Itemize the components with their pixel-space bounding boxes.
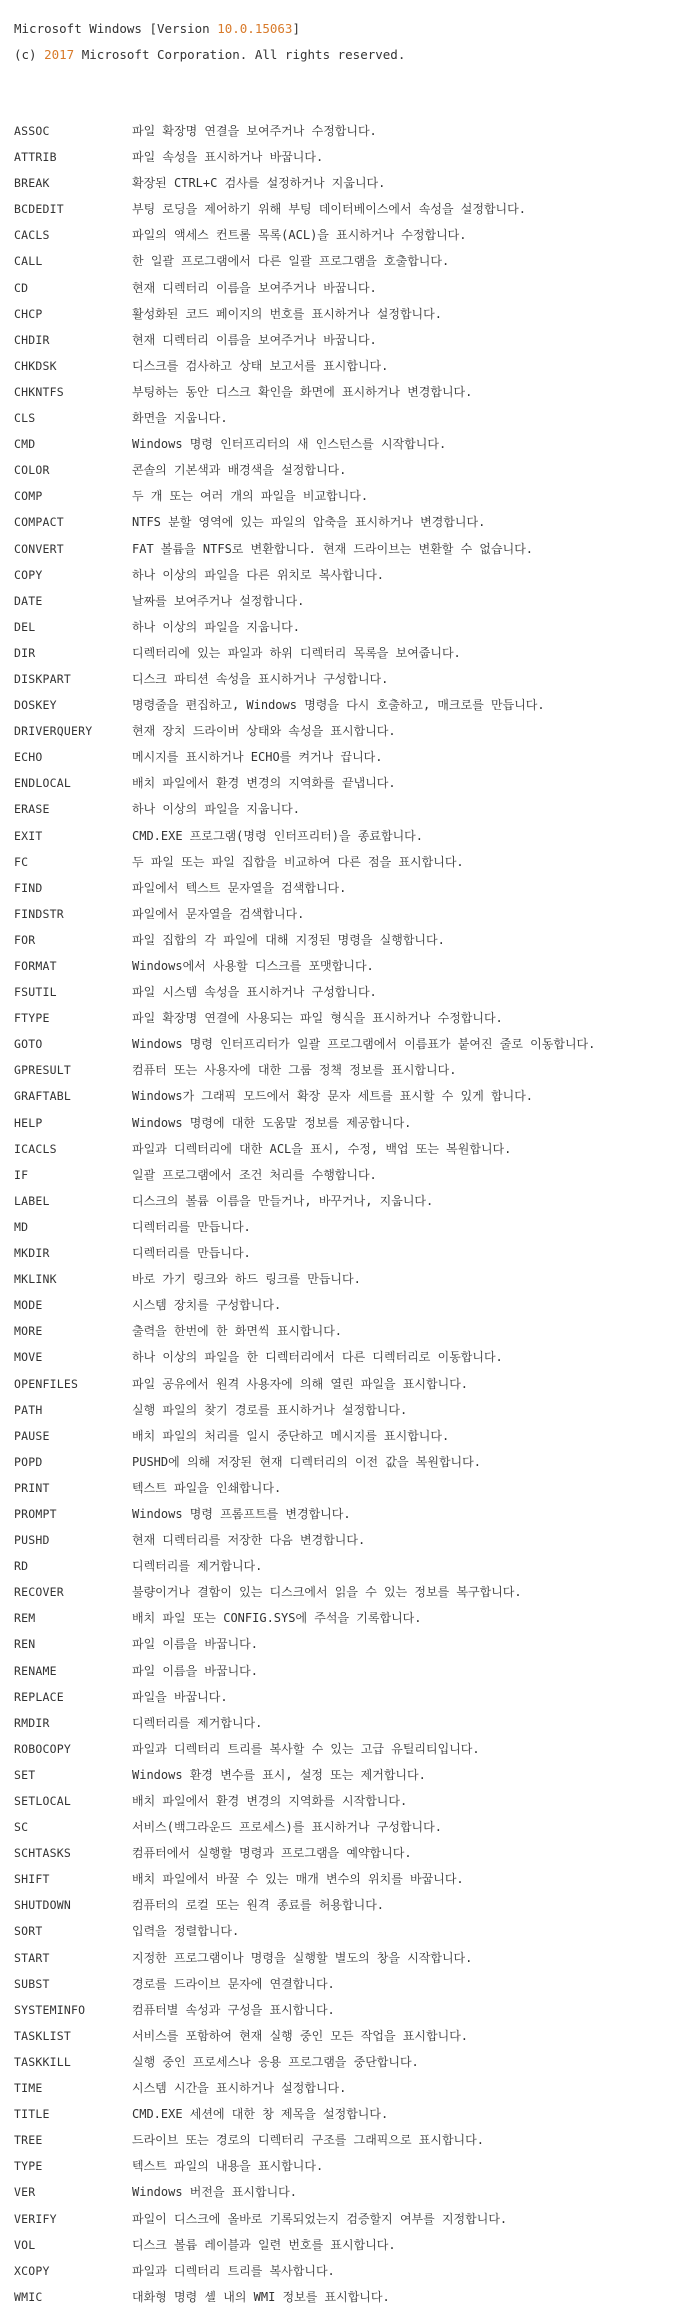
command-row (14, 1005, 689, 1031)
command-description: 파일에서 텍스트 문자열을 검색합니다. (132, 880, 347, 895)
command-description: 파일에서 문자열을 검색합니다. (132, 906, 305, 921)
command-list (14, 118, 689, 2310)
command-description: 배치 파일에서 환경 변경의 지역화를 시작합니다. (132, 1794, 408, 1808)
command-row (14, 1945, 689, 1971)
command-row (14, 640, 689, 666)
command-name: TITLE (14, 2107, 50, 2122)
command-name: SYSTEMINFO (14, 2002, 86, 2017)
copyright-prefix: (c) (14, 47, 45, 62)
command-description: 파일과 디렉터리 트리를 복사할 수 있는 고급 유틸리티입니다. (132, 1741, 480, 1756)
command-description: 바로 가기 링크와 하드 링크를 만듭니다. (132, 1272, 361, 1287)
command-row (14, 1162, 689, 1188)
command-name: DISKPART (14, 671, 71, 686)
command-description: 시스템 장치를 구성합니다. (132, 1298, 282, 1313)
command-name: FIND (14, 880, 43, 895)
command-name: PATH (14, 1402, 43, 1417)
command-description: 하나 이상의 파일을 다른 위치로 복사합니다. (132, 567, 385, 582)
command-name: DOSKEY (14, 698, 57, 713)
command-name: MORE (14, 1324, 43, 1339)
command-name: SHIFT (14, 1872, 50, 1887)
command-name: MD (14, 1219, 29, 1234)
command-description: 디스크 볼륨 레이블과 일련 번호를 표시합니다. (132, 2237, 396, 2252)
command-name: TREE (14, 2133, 43, 2148)
command-description: 드라이브 또는 경로의 디렉터리 구조를 그래픽으로 표시합니다. (132, 2133, 484, 2148)
command-description: 디스크 파티션 속성을 표시하거나 구성합니다. (132, 671, 389, 686)
command-description: CMD.EXE 세션에 대한 창 제목을 설정합니다. (132, 2107, 389, 2122)
command-name: FOR (14, 932, 36, 947)
command-row (14, 1266, 689, 1292)
command-row (14, 1658, 689, 1684)
command-name: RD (14, 1559, 29, 1574)
command-description: 시스템 시간을 표시하거나 설정합니다. (132, 2081, 347, 2096)
command-row (14, 2153, 689, 2179)
command-row (14, 405, 689, 431)
command-description: 디렉터리를 만듭니다. (132, 1246, 251, 1261)
command-description: 출력을 한번에 한 화면씩 표시합니다. (132, 1324, 343, 1339)
command-row (14, 1214, 689, 1240)
command-name: SETLOCAL (14, 1794, 71, 1808)
command-name: HELP (14, 1115, 43, 1130)
command-name: DRIVERQUERY (14, 724, 93, 739)
command-description: 화면을 지웁니다. (132, 411, 228, 426)
command-description: PUSHD에 의해 저장된 현재 디렉터리의 이전 값을 복원합니다. (132, 1454, 481, 1469)
command-row (14, 953, 689, 979)
command-description: 컴퓨터에서 실행할 명령과 프로그램을 예약합니다. (132, 1846, 412, 1861)
command-name: POPD (14, 1454, 43, 1469)
command-name: ERASE (14, 802, 50, 817)
command-row (14, 770, 689, 796)
command-row (14, 1553, 689, 1579)
command-row (14, 509, 689, 535)
command-row (14, 562, 689, 588)
command-description: 디렉터리를 제거합니다. (132, 1559, 263, 1574)
command-name: COMPACT (14, 515, 64, 530)
command-description: 두 파일 또는 파일 집합을 비교하여 다른 점을 표시합니다. (132, 854, 464, 869)
command-row (14, 1501, 689, 1527)
command-description: 배치 파일에서 바꿀 수 있는 매개 변수의 위치를 바꿉니다. (132, 1872, 464, 1887)
command-description: 부팅 로딩을 제어하기 위해 부팅 데이터베이스에서 속성을 설정합니다. (132, 202, 526, 217)
command-row (14, 614, 689, 640)
command-row (14, 1971, 689, 1997)
command-name: OPENFILES (14, 1376, 79, 1391)
command-description: 파일 확장명 연결을 보여주거나 수정합니다. (132, 124, 377, 138)
command-row (14, 1475, 689, 1501)
command-name: MODE (14, 1298, 43, 1313)
command-row (14, 588, 689, 614)
command-row (14, 301, 689, 327)
command-name: IF (14, 1167, 29, 1182)
command-description: 실행 중인 프로세스나 응용 프로그램을 중단합니다. (132, 2054, 419, 2069)
command-description: 확장된 CTRL+C 검사를 설정하거나 지웁니다. (132, 176, 386, 191)
command-name: SUBST (14, 1976, 50, 1991)
command-description: Windows 명령 인터프리터의 새 인스턴스를 시작합니다. (132, 437, 447, 452)
copyright-suffix: Microsoft Corporation. All rights reserved. (74, 47, 406, 62)
command-description: 파일과 디렉터리에 대한 ACL을 표시, 수정, 백업 또는 복원합니다. (132, 1141, 512, 1156)
command-row (14, 979, 689, 1005)
command-row (14, 796, 689, 822)
command-row (14, 2179, 689, 2205)
command-name: CHKNTFS (14, 384, 64, 399)
command-description: Windows 명령 인터프리터가 일괄 프로그램에서 이름표가 붙여진 줄로 이동합니다. (132, 1037, 596, 1052)
command-name: GOTO (14, 1037, 43, 1052)
command-row (14, 457, 689, 483)
command-description: 입력을 정렬합니다. (132, 1924, 240, 1939)
version-prefix: Microsoft Windows [Version (14, 21, 218, 36)
command-description: 파일 이름을 바꿉니다. (132, 1663, 259, 1678)
command-row (14, 1918, 689, 1944)
command-description: 디렉터리를 만듭니다. (132, 1219, 251, 1234)
command-name: GRAFTABL (14, 1089, 71, 1104)
command-row (14, 431, 689, 457)
command-row (14, 1605, 689, 1631)
command-row (14, 1866, 689, 1892)
command-description: 디렉터리에 있는 파일과 하위 디렉터리 목록을 보여줍니다. (132, 645, 461, 660)
command-description: 파일 집합의 각 파일에 대해 지정된 명령을 실행합니다. (132, 932, 445, 947)
command-description: Windows에서 사용할 디스크를 포맷합니다. (132, 959, 374, 973)
command-description: 콘솔의 기본색과 배경색을 설정합니다. (132, 463, 347, 478)
command-row (14, 1814, 689, 1840)
command-name: XCOPY (14, 2263, 50, 2278)
command-name: ATTRIB (14, 150, 57, 165)
copyright-year: 2017 (44, 47, 75, 62)
command-description: 한 일괄 프로그램에서 다른 일괄 프로그램을 호출합니다. (132, 254, 450, 269)
command-row (14, 2258, 689, 2284)
command-row (14, 1318, 689, 1344)
command-row (14, 1684, 689, 1710)
command-row (14, 2101, 689, 2127)
command-description: 지정한 프로그램이나 명령을 실행할 별도의 창을 시작합니다. (132, 1950, 473, 1965)
command-name: SC (14, 1820, 29, 1835)
command-name: CHKDSK (14, 358, 57, 373)
command-name: SHUTDOWN (14, 1898, 71, 1913)
command-description: 일괄 프로그램에서 조건 처리를 수행합니다. (132, 1167, 377, 1182)
command-name: CMD (14, 437, 36, 452)
command-name: COMP (14, 489, 43, 504)
command-row (14, 849, 689, 875)
command-description: 컴퓨터별 속성과 구성을 표시합니다. (132, 2002, 335, 2017)
command-name: TASKKILL (14, 2054, 71, 2069)
command-row (14, 2127, 689, 2153)
command-row (14, 196, 689, 222)
command-description: 불량이거나 결함이 있는 디스크에서 읽을 수 있는 정보를 복구합니다. (132, 1585, 522, 1600)
command-row (14, 744, 689, 770)
command-row (14, 1736, 689, 1762)
command-name: DIR (14, 645, 36, 660)
command-description: 날짜를 보여주거나 설정합니다. (132, 593, 305, 608)
command-row (14, 1423, 689, 1449)
command-description: 파일 시스템 속성을 표시하거나 구성합니다. (132, 985, 377, 1000)
command-name: REN (14, 1637, 36, 1652)
console-header (14, 16, 405, 68)
command-name: PAUSE (14, 1428, 50, 1443)
command-name: CHCP (14, 306, 43, 321)
command-row (14, 1188, 689, 1214)
command-row (14, 2049, 689, 2075)
command-description: 디스크의 볼륨 이름을 만들거나, 바꾸거나, 지웁니다. (132, 1193, 434, 1208)
command-row (14, 1449, 689, 1475)
command-description: 현재 디렉터리 이름을 보여주거나 바꿉니다. (132, 280, 377, 295)
command-name: RMDIR (14, 1715, 50, 1730)
command-name: START (14, 1950, 50, 1965)
command-name: PRINT (14, 1480, 50, 1495)
command-row (14, 2284, 689, 2310)
command-row (14, 1710, 689, 1736)
command-name: GPRESULT (14, 1063, 71, 1078)
command-description: 부팅하는 동안 디스크 확인을 화면에 표시하거나 변경합니다. (132, 384, 473, 399)
command-row (14, 823, 689, 849)
command-row (14, 1136, 689, 1162)
command-name: FINDSTR (14, 906, 64, 921)
command-description: 현재 디렉터리를 저장한 다음 변경합니다. (132, 1533, 366, 1548)
command-name: PROMPT (14, 1506, 57, 1521)
command-description: 하나 이상의 파일을 한 디렉터리에서 다른 디렉터리로 이동합니다. (132, 1350, 503, 1365)
command-name: CACLS (14, 228, 50, 243)
command-description: 경로를 드라이브 문자에 연결합니다. (132, 1976, 335, 1991)
command-description: 배치 파일에서 환경 변경의 지역화를 끝냅니다. (132, 776, 396, 791)
command-name: FSUTIL (14, 985, 57, 1000)
command-name: ECHO (14, 750, 43, 765)
command-description: 서비스를 포함하여 현재 실행 중인 모든 작업을 표시합니다. (132, 2028, 469, 2043)
command-name: RECOVER (14, 1585, 64, 1600)
command-name: EXIT (14, 828, 43, 843)
command-description: 파일 확장명 연결에 사용되는 파일 형식을 표시하거나 수정합니다. (132, 1011, 503, 1026)
command-row (14, 1031, 689, 1057)
command-row (14, 1057, 689, 1083)
command-description: NTFS 분할 영역에 있는 파일의 압축을 표시하거나 변경합니다. (132, 515, 486, 530)
command-description: 디렉터리를 제거합니다. (132, 1715, 263, 1730)
command-description: 파일이 디스크에 올바로 기록되었는지 검증할지 여부를 지정합니다. (132, 2211, 508, 2226)
command-row (14, 1892, 689, 1918)
command-description: 활성화된 코드 페이지의 번호를 표시하거나 설정합니다. (132, 306, 442, 321)
command-row (14, 1788, 689, 1814)
command-row (14, 666, 689, 692)
command-row (14, 353, 689, 379)
command-row (14, 170, 689, 196)
command-name: VOL (14, 2237, 36, 2252)
command-row (14, 327, 689, 353)
command-name: TIME (14, 2081, 43, 2096)
command-name: MKDIR (14, 1246, 50, 1261)
command-description: 두 개 또는 여러 개의 파일을 비교합니다. (132, 489, 369, 504)
command-row (14, 1631, 689, 1657)
command-name: REPLACE (14, 1689, 64, 1704)
command-name: MOVE (14, 1350, 43, 1365)
command-row (14, 1371, 689, 1397)
command-description: 메시지를 표시하거나 ECHO를 켜거나 끕니다. (132, 750, 383, 765)
command-name: SCHTASKS (14, 1846, 71, 1861)
command-description: 현재 디렉터리 이름을 보여주거나 바꿉니다. (132, 332, 377, 347)
command-description: 파일과 디렉터리 트리를 복사합니다. (132, 2263, 335, 2278)
command-name: SORT (14, 1924, 43, 1939)
command-row (14, 927, 689, 953)
command-description: CMD.EXE 프로그램(명령 인터프리터)을 종료합니다. (132, 828, 423, 843)
command-name: COLOR (14, 463, 50, 478)
command-row (14, 1527, 689, 1553)
command-row (14, 2075, 689, 2101)
command-name: MKLINK (14, 1272, 57, 1287)
command-description: Windows 환경 변수를 표시, 설정 또는 제거합니다. (132, 1767, 426, 1782)
command-name: CALL (14, 254, 43, 269)
command-description: 컴퓨터 또는 사용자에 대한 그룹 정책 정보를 표시합니다. (132, 1063, 457, 1078)
command-row (14, 248, 689, 274)
command-name: FTYPE (14, 1011, 50, 1026)
command-row (14, 2206, 689, 2232)
command-name: SET (14, 1767, 36, 1782)
command-name: CD (14, 280, 29, 295)
command-name: FORMAT (14, 959, 57, 973)
command-name: ICACLS (14, 1141, 57, 1156)
command-description: 텍스트 파일의 내용을 표시합니다. (132, 2159, 324, 2174)
command-name: BREAK (14, 176, 50, 191)
command-row (14, 1083, 689, 1109)
command-description: 현재 장치 드라이버 상태와 속성을 표시합니다. (132, 724, 396, 739)
command-row (14, 718, 689, 744)
command-name: DEL (14, 619, 36, 634)
command-row (14, 1762, 689, 1788)
command-description: Windows가 그래픽 모드에서 확장 문자 세트를 표시할 수 있게 합니다. (132, 1089, 534, 1104)
command-description: Windows 명령에 대한 도움말 정보를 제공합니다. (132, 1115, 412, 1130)
command-name: COPY (14, 567, 43, 582)
command-row (14, 901, 689, 927)
command-description: 파일을 바꿉니다. (132, 1689, 228, 1704)
command-name: CONVERT (14, 541, 64, 556)
command-row (14, 875, 689, 901)
command-name: RENAME (14, 1663, 57, 1678)
command-description: 파일의 액세스 컨트롤 목록(ACL)을 표시하거나 수정합니다. (132, 228, 467, 243)
command-row (14, 379, 689, 405)
command-name: ROBOCOPY (14, 1741, 71, 1756)
command-description: 배치 파일의 처리를 일시 중단하고 메시지를 표시합니다. (132, 1428, 450, 1443)
version-number: 10.0.15063 (217, 21, 293, 36)
command-row (14, 1292, 689, 1318)
command-description: 명령줄을 편집하고, Windows 명령을 다시 호출하고, 매크로를 만듭니다. (132, 698, 545, 713)
command-description: 실행 파일의 찾기 경로를 표시하거나 설정합니다. (132, 1402, 408, 1417)
command-row (14, 2023, 689, 2049)
command-name: WMIC (14, 2289, 43, 2304)
command-name: CHDIR (14, 332, 50, 347)
command-name: TASKLIST (14, 2028, 71, 2043)
command-description: FAT 볼륨을 NTFS로 변환합니다. 현재 드라이브는 변환할 수 없습니다. (132, 541, 534, 556)
command-description: 파일 공유에서 원격 사용자에 의해 열린 파일을 표시합니다. (132, 1376, 469, 1391)
command-name: PUSHD (14, 1533, 50, 1548)
command-row (14, 1579, 689, 1605)
command-name: REM (14, 1611, 36, 1626)
version-suffix: ] (292, 21, 300, 36)
command-description: 파일 속성을 표시하거나 바꿉니다. (132, 150, 324, 165)
command-description: 하나 이상의 파일을 지웁니다. (132, 619, 301, 634)
command-row (14, 222, 689, 248)
version-line (14, 16, 405, 42)
command-row (14, 1840, 689, 1866)
copyright-line (14, 42, 405, 68)
command-row (14, 2232, 689, 2258)
command-row (14, 1344, 689, 1370)
command-description: 파일 이름을 바꿉니다. (132, 1637, 259, 1652)
command-description: 대화형 명령 셸 내의 WMI 정보를 표시합니다. (132, 2289, 390, 2304)
command-name: FC (14, 854, 29, 869)
command-row (14, 536, 689, 562)
command-row (14, 118, 689, 144)
command-name: BCDEDIT (14, 202, 64, 217)
command-row (14, 275, 689, 301)
command-description: 디스크를 검사하고 상태 보고서를 표시합니다. (132, 358, 389, 373)
command-row (14, 1110, 689, 1136)
command-row (14, 1397, 689, 1423)
command-row (14, 144, 689, 170)
command-name: TYPE (14, 2159, 43, 2174)
command-description: 서비스(백그라운드 프로세스)를 표시하거나 구성합니다. (132, 1820, 442, 1835)
command-name: VER (14, 2185, 36, 2200)
command-description: 컴퓨터의 로컬 또는 원격 종료를 허용합니다. (132, 1898, 385, 1913)
command-name: ASSOC (14, 124, 50, 138)
command-row (14, 1997, 689, 2023)
command-row (14, 692, 689, 718)
command-row (14, 483, 689, 509)
command-row (14, 1240, 689, 1266)
command-name: ENDLOCAL (14, 776, 71, 791)
command-description: 배치 파일 또는 CONFIG.SYS에 주석을 기록합니다. (132, 1611, 422, 1626)
command-name: DATE (14, 593, 43, 608)
command-description: Windows 버전을 표시합니다. (132, 2185, 297, 2200)
command-description: 텍스트 파일을 인쇄합니다. (132, 1480, 282, 1495)
command-name: LABEL (14, 1193, 50, 1208)
command-description: Windows 명령 프롬프트를 변경합니다. (132, 1506, 351, 1521)
command-name: VERIFY (14, 2211, 57, 2226)
command-name: CLS (14, 411, 36, 426)
command-description: 하나 이상의 파일을 지웁니다. (132, 802, 301, 817)
